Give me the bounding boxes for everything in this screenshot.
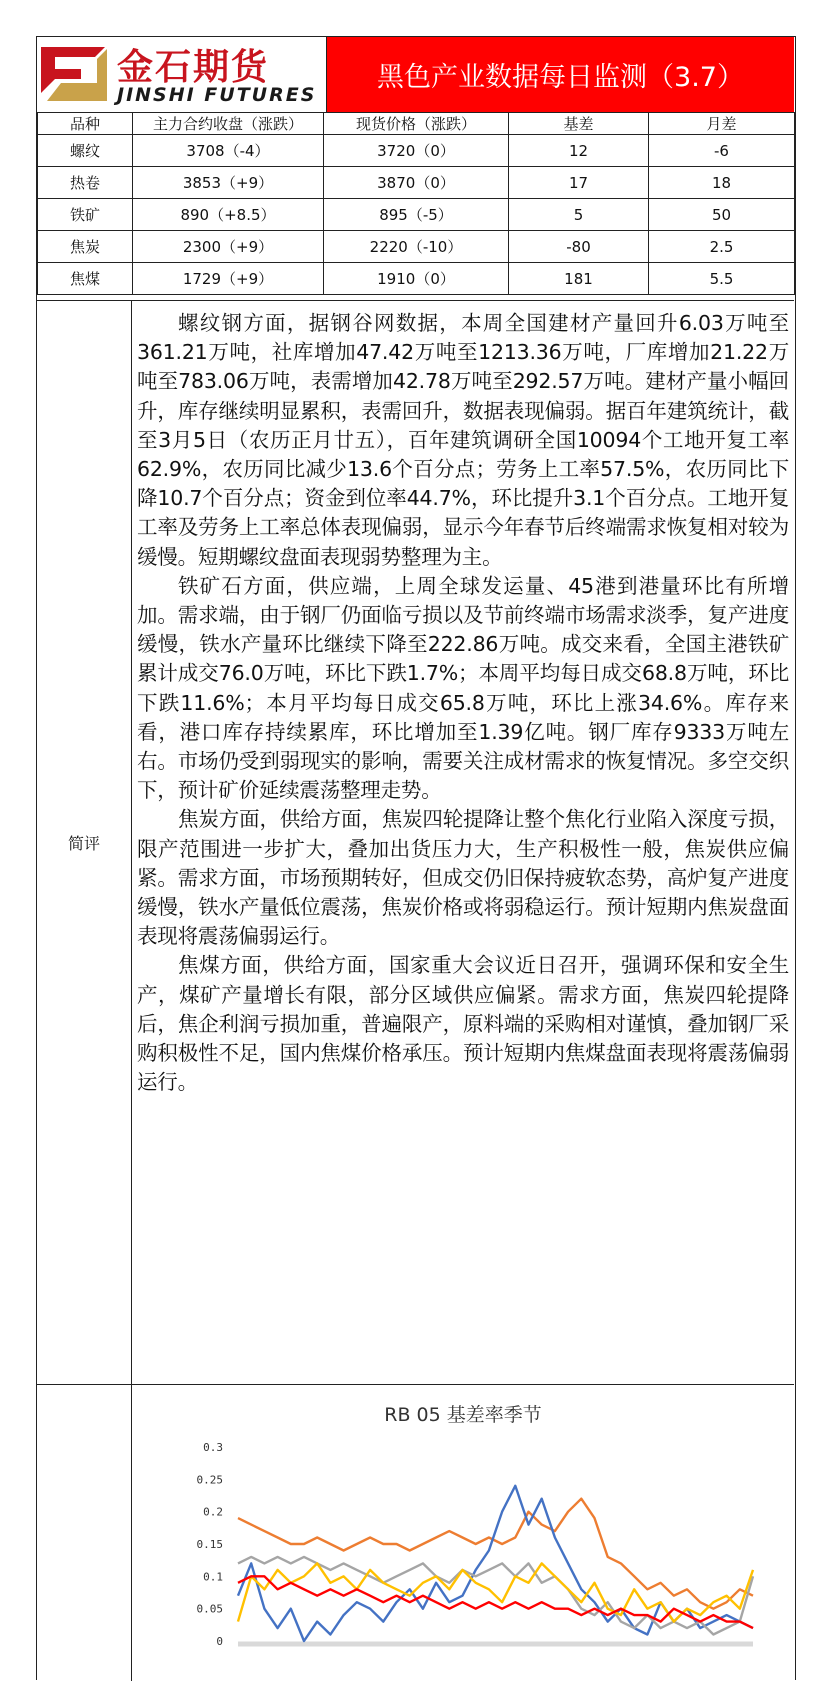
y-tick-label: 0.2 (203, 1505, 223, 1519)
comment-coking-coal-paragraph: 焦煤方面，供给方面，国家重大会议近日召开，强调环保和安全生产，煤矿产量增长有限，部分区域供应偏紧。需求方面，焦炭四轮提降后，焦企利润亏损加重，普遍限产，原料端的采购相对谨慎，叠加钢厂采购积极性不足，国内焦煤价格承压。预计短期内焦煤盘面表现将震荡偏弱运行。 (137, 953, 789, 1095)
table-cell: -80 (509, 231, 649, 263)
table-cell: 3853（+9） (133, 167, 324, 199)
logo-mark-icon (41, 43, 109, 105)
comment-iron-ore-paragraph: 铁矿石方面，供应端，上周全球发运量、45港到港量环比有所增加。需求端，由于钢厂仍面临亏损以及节前终端市场需求淡季，复产进度缓慢，铁水产量环比继续下降至222.86万吨。成交来看，全国主港铁矿累计成交76.0万吨，环比下跌1.7%；本周平均每日成交68.8万吨，环比下跌11.6%；本月平均每日成交65.8万吨，环比上涨34.6%。库存来看，港口库存持续累库，环比增加至1.39亿吨。钢厂库存9333万吨左右。市场仍受到弱现实的影响，需要关注成材需求的恢复情况。多空交织下，预计矿价延续震荡整理走势。 (137, 573, 789, 803)
table-cell: 5.5 (649, 263, 795, 295)
table-cell: 5 (509, 199, 649, 231)
table-row (38, 167, 795, 199)
y-tick-label: 0.1 (203, 1570, 223, 1584)
chart-section (37, 1385, 794, 1681)
report-sheet (36, 36, 796, 1680)
y-tick-label: 0.25 (196, 1473, 223, 1487)
report-header (37, 37, 794, 113)
logo-chinese-name: 金石期货 (117, 47, 270, 88)
table-cell: 890（+8.5） (133, 199, 324, 231)
table-cell: 895（-5） (324, 199, 509, 231)
table-cell: 3720（0） (324, 135, 509, 167)
table-cell: 热卷 (38, 167, 133, 199)
price-table (37, 112, 795, 295)
report-title: 黑色产业数据每日监测（3.7） (327, 37, 794, 112)
table-row (38, 199, 795, 231)
series-line-0 (238, 1499, 753, 1609)
table-cell: 181 (509, 263, 649, 295)
table-cell: 3708（-4） (133, 135, 324, 167)
table-cell: 17 (509, 167, 649, 199)
y-tick-label: 0.3 (203, 1441, 223, 1454)
header-spot-price: 现货价格（涨跌） (324, 113, 509, 135)
table-cell: 铁矿 (38, 199, 133, 231)
table-row (38, 263, 795, 295)
table-cell: -6 (649, 135, 795, 167)
table-cell: 螺纹 (38, 135, 133, 167)
basis-rate-seasonal-chart (133, 1385, 793, 1681)
table-cell: 50 (649, 199, 795, 231)
header-futures-close: 主力合约收盘（涨跌） (133, 113, 324, 135)
y-tick-label: 0.15 (196, 1538, 223, 1551)
table-cell: 18 (649, 167, 795, 199)
comment-body (137, 309, 789, 1097)
table-cell: 2220（-10） (324, 231, 509, 263)
chart-label-cell (37, 1385, 132, 1681)
y-tick-label: 0.05 (196, 1602, 223, 1616)
table-cell: 1910（0） (324, 263, 509, 295)
comment-label: 简评 (37, 301, 132, 1384)
table-cell: 3870（0） (324, 167, 509, 199)
y-axis-ticks (197, 1441, 224, 1648)
series-lines (238, 1486, 753, 1641)
series-line-3 (238, 1563, 753, 1621)
table-header-row (38, 113, 795, 135)
table-cell: 12 (509, 135, 649, 167)
comment-rebar-paragraph: 螺纹钢方面，据钢谷网数据，本周全国建材产量回升6.03万吨至361.21万吨，社库增加47.42万吨至1213.36万吨，厂库增加21.22万吨至783.06万吨，表需增加42.78万吨至292.57万吨。建材产量小幅回升，库存继续明显累积，表需回升，数据表现偏弱。据百年建筑统计，截至3月5日（农历正月廿五），百年建筑调研全国10094个工地开复工率62.9%，农历同比减少13.6个百分点；劳务上工率57.5%，农历同比下降10.7个百分点；资金到位率44.7%，环比提升3.1个百分点。工地开复工率及劳务上工率总体表现偏弱，显示今年春节后终端需求恢复相对较为缓慢。短期螺纹盘面表现弱势整理为主。 (137, 311, 789, 569)
table-cell: 焦煤 (38, 263, 133, 295)
company-logo (37, 37, 327, 112)
chart-title: RB 05 基差率季节 (384, 1404, 542, 1426)
header-basis: 基差 (509, 113, 649, 135)
table-row (38, 135, 795, 167)
table-cell: 2.5 (649, 231, 795, 263)
header-month-spread: 月差 (649, 113, 795, 135)
y-tick-label: 0 (216, 1635, 223, 1648)
comment-section (37, 300, 794, 1385)
table-cell: 焦炭 (38, 231, 133, 263)
logo-english-name: JINSHI FUTURES (117, 84, 317, 106)
table-cell: 1729（+9） (133, 263, 324, 295)
comment-coke-paragraph: 焦炭方面，供给方面，焦炭四轮提降让整个焦化行业陷入深度亏损，限产范围进一步扩大，叠加出货压力大，生产积极性一般，焦炭供应偏紧。需求方面，市场预期转好，但成交仍旧保持疲软态势，高炉复产进度缓慢，铁水产量低位震荡，焦炭价格或将弱稳运行。预计短期内焦炭盘面表现将震荡偏弱运行。 (137, 807, 789, 949)
table-row (38, 231, 795, 263)
header-variety: 品种 (38, 113, 133, 135)
table-cell: 2300（+9） (133, 231, 324, 263)
